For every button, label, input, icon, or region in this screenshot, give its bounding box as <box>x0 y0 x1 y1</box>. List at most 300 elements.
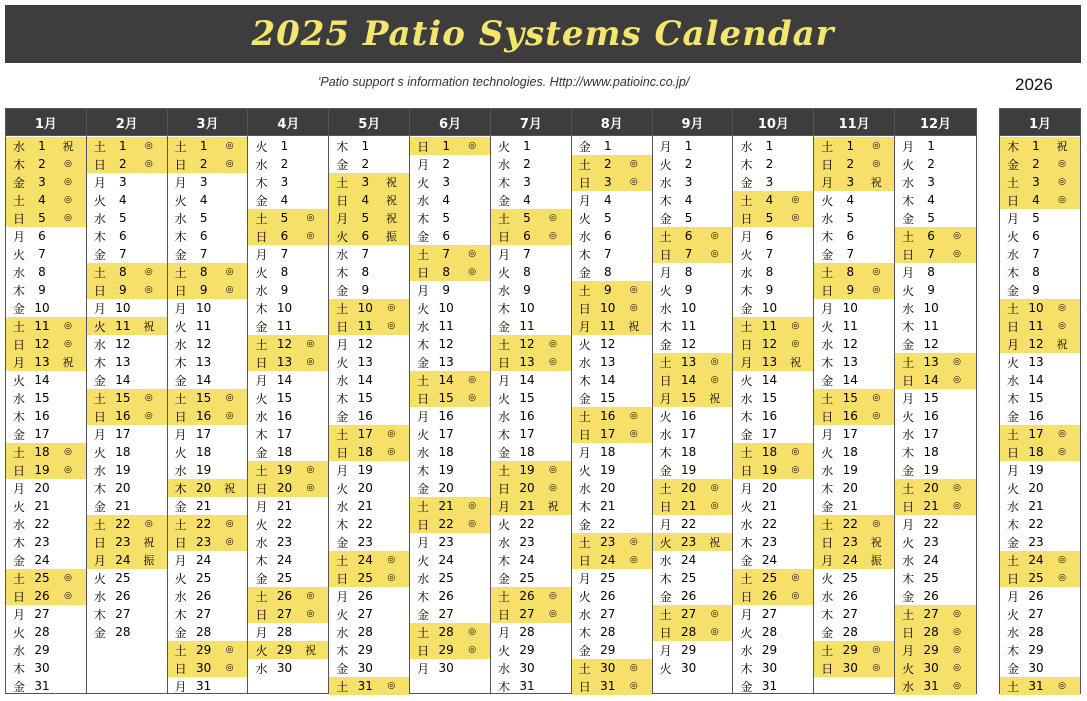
day-row <box>814 497 894 515</box>
day-row <box>1000 461 1080 479</box>
day-number: 10 <box>1028 301 1044 315</box>
holiday-row <box>653 245 733 263</box>
day-number: 3 <box>927 175 935 189</box>
day-number: 10 <box>34 301 50 315</box>
company-holiday-mark: ◎ <box>387 429 396 439</box>
company-holiday-mark: ◎ <box>953 645 962 655</box>
day-row <box>895 335 976 353</box>
weekday-label: 月 <box>578 445 591 460</box>
day-number: 2 <box>603 157 612 171</box>
weekday-label: 火 <box>902 535 915 550</box>
day-row <box>653 173 733 191</box>
company-holiday-mark: ◎ <box>306 465 315 475</box>
weekday-label: 日 <box>1006 319 1019 334</box>
day-number: 8 <box>523 265 531 279</box>
holiday-row <box>248 227 328 245</box>
holiday-row <box>653 533 733 551</box>
weekday-label: 日 <box>12 337 25 352</box>
company-holiday-mark: ◎ <box>953 375 962 385</box>
day-number: 23 <box>923 535 939 549</box>
month-column <box>329 109 410 693</box>
month-header: 10月 <box>733 109 813 136</box>
day-number: 13 <box>196 355 212 369</box>
holiday-row <box>814 155 894 173</box>
holiday-row <box>895 623 976 641</box>
month-column <box>1000 109 1080 693</box>
weekday-label: 月 <box>174 679 187 694</box>
day-number: 17 <box>357 427 373 441</box>
day-number: 25 <box>276 571 293 585</box>
holiday-row <box>653 623 733 641</box>
day-number: 30 <box>600 661 616 675</box>
day-row <box>248 623 328 641</box>
day-row <box>572 137 652 155</box>
company-holiday-mark: ◎ <box>629 159 638 169</box>
weekday-label: 月 <box>902 265 915 280</box>
weekday-label: 水 <box>174 211 187 226</box>
day-number: 22 <box>438 517 454 531</box>
year-calendar-grid <box>5 108 977 694</box>
month-header: 12月 <box>895 109 976 136</box>
month-column <box>653 109 734 693</box>
weekday-label: 日 <box>12 463 25 478</box>
day-number: 23 <box>1028 535 1044 549</box>
weekday-label: 土 <box>1006 679 1019 694</box>
weekday-label: 火 <box>336 607 349 622</box>
weekday-label: 月 <box>1006 211 1019 226</box>
day-number: 21 <box>438 499 454 513</box>
holiday-row <box>572 551 652 569</box>
day-row <box>491 173 571 191</box>
day-number: 2 <box>38 157 46 171</box>
holiday-row <box>491 479 571 497</box>
weekday-label: 火 <box>902 157 915 172</box>
holiday-row <box>1000 173 1080 191</box>
holiday-row <box>168 407 248 425</box>
weekday-label: 火 <box>740 625 753 640</box>
holiday-row <box>6 569 86 587</box>
weekday-label: 月 <box>174 553 187 568</box>
day-row <box>248 263 328 281</box>
weekday-label: 金 <box>497 193 510 208</box>
day-row <box>6 659 86 677</box>
weekday-label: 日 <box>1006 445 1019 460</box>
month-header: 5月 <box>329 109 409 136</box>
company-holiday-mark: ◎ <box>872 393 881 403</box>
month-column <box>572 109 653 693</box>
holiday-row <box>491 353 571 371</box>
day-number: 29 <box>680 643 697 657</box>
weekday-label: 月 <box>336 337 349 352</box>
day-number: 12 <box>357 337 373 351</box>
company-holiday-mark: ◎ <box>710 375 719 385</box>
weekday-label: 土 <box>902 229 915 244</box>
day-number: 22 <box>115 517 131 531</box>
day-number: 17 <box>519 427 535 441</box>
weekday-label: 木 <box>497 553 510 568</box>
holiday-row <box>6 461 86 479</box>
day-number: 5 <box>442 211 450 225</box>
day-row <box>168 353 248 371</box>
day-row <box>410 443 490 461</box>
day-row <box>733 659 813 677</box>
day-row <box>895 281 976 299</box>
holiday-row <box>572 533 652 551</box>
day-row <box>329 605 409 623</box>
day-row <box>410 155 490 173</box>
day-number: 6 <box>927 229 935 243</box>
day-number: 9 <box>765 283 774 297</box>
weekday-label: 水 <box>255 661 268 676</box>
weekday-label: 土 <box>255 589 268 604</box>
weekday-label: 月 <box>740 355 753 370</box>
day-number: 30 <box>761 661 778 675</box>
day-row <box>87 335 167 353</box>
holiday-row <box>814 137 894 155</box>
day-number: 24 <box>761 553 778 567</box>
weekday-label: 土 <box>255 463 268 478</box>
weekday-label: 日 <box>659 499 672 514</box>
month-header: 7月 <box>491 109 571 136</box>
weekday-label: 日 <box>336 571 349 586</box>
day-number: 5 <box>280 211 289 225</box>
day-row <box>87 497 167 515</box>
day-number: 15 <box>600 391 616 405</box>
day-row <box>491 677 571 695</box>
weekday-label: 土 <box>1006 427 1019 442</box>
company-holiday-mark: ◎ <box>1058 159 1066 169</box>
weekday-label: 水 <box>93 211 106 226</box>
weekday-label: 土 <box>578 661 591 676</box>
day-row <box>329 263 409 281</box>
weekday-label: 日 <box>174 535 187 550</box>
weekday-label: 日 <box>12 589 25 604</box>
weekday-label: 月 <box>174 427 187 442</box>
day-row <box>329 497 409 515</box>
day-row <box>168 371 248 389</box>
day-number: 9 <box>119 283 127 297</box>
company-holiday-mark: ◎ <box>953 609 962 619</box>
weekday-label: 月 <box>578 571 591 586</box>
day-row <box>814 335 894 353</box>
day-number: 8 <box>1032 265 1040 279</box>
month-column <box>410 109 491 693</box>
day-row <box>733 605 813 623</box>
company-holiday-mark: ◎ <box>629 411 638 421</box>
day-row <box>329 659 409 677</box>
day-row <box>248 137 328 155</box>
company-holiday-mark: ◎ <box>225 393 234 403</box>
weekday-label: 金 <box>336 409 349 424</box>
day-number: 5 <box>846 211 855 225</box>
day-number: 6 <box>119 229 127 243</box>
weekday-label: 土 <box>12 319 25 334</box>
weekday-label: 土 <box>902 355 915 370</box>
national-holiday-mark: 祝 <box>224 482 236 495</box>
day-number: 22 <box>196 517 212 531</box>
day-row <box>410 209 490 227</box>
company-holiday-mark: ◎ <box>144 267 153 277</box>
day-list <box>491 136 571 695</box>
weekday-label: 水 <box>12 643 25 658</box>
day-number: 27 <box>357 607 373 621</box>
day-number: 31 <box>196 679 212 693</box>
day-number: 18 <box>115 445 131 459</box>
day-number: 24 <box>600 553 616 567</box>
day-number: 14 <box>842 373 858 387</box>
weekday-label: 日 <box>417 643 430 658</box>
weekday-label: 日 <box>93 535 106 550</box>
weekday-label: 木 <box>174 355 187 370</box>
weekday-label: 土 <box>417 499 430 514</box>
day-number: 24 <box>923 553 939 567</box>
weekday-label: 火 <box>578 463 591 478</box>
weekday-label: 金 <box>174 247 187 262</box>
day-number: 15 <box>842 391 858 405</box>
holiday-row <box>410 137 490 155</box>
day-number: 5 <box>199 211 208 225</box>
day-number: 25 <box>842 571 858 585</box>
weekday-label: 木 <box>740 661 753 676</box>
weekday-label: 日 <box>336 445 349 460</box>
weekday-label: 金 <box>1006 661 1019 676</box>
holiday-row <box>814 659 894 677</box>
day-row <box>410 335 490 353</box>
weekday-label: 月 <box>497 247 510 262</box>
month-header: 3月 <box>168 109 248 136</box>
holiday-row <box>6 587 86 605</box>
company-holiday-mark: ◎ <box>953 501 962 511</box>
day-number: 28 <box>196 625 212 639</box>
day-number: 9 <box>280 283 289 297</box>
day-number: 16 <box>1028 409 1044 423</box>
weekday-label: 水 <box>659 301 672 316</box>
holiday-row <box>329 443 409 461</box>
company-holiday-mark: ◎ <box>64 321 72 331</box>
holiday-row <box>814 281 894 299</box>
day-list <box>733 136 813 695</box>
day-row <box>1000 245 1080 263</box>
weekday-label: 火 <box>659 661 672 676</box>
day-row <box>410 353 490 371</box>
weekday-label: 木 <box>740 535 753 550</box>
company-holiday-mark: ◎ <box>791 591 800 601</box>
weekday-label: 金 <box>174 625 187 640</box>
day-row <box>491 191 571 209</box>
holiday-row <box>491 209 571 227</box>
day-number: 6 <box>280 229 289 243</box>
weekday-label: 日 <box>659 373 672 388</box>
day-number: 24 <box>680 553 697 567</box>
day-number: 4 <box>846 193 855 207</box>
day-number: 30 <box>680 661 697 675</box>
day-number: 10 <box>600 301 616 315</box>
day-number: 20 <box>438 481 454 495</box>
day-number: 25 <box>438 571 454 585</box>
day-row <box>895 389 976 407</box>
day-number: 27 <box>842 607 858 621</box>
day-number: 17 <box>842 427 858 441</box>
day-number: 19 <box>276 463 293 477</box>
day-number: 8 <box>927 265 935 279</box>
holiday-row <box>410 389 490 407</box>
day-number: 30 <box>276 661 293 675</box>
weekday-label: 火 <box>578 211 591 226</box>
month-header: 6月 <box>410 109 490 136</box>
weekday-label: 火 <box>821 319 834 334</box>
day-number: 1 <box>38 139 46 153</box>
national-holiday-mark: 振 <box>870 554 882 567</box>
weekday-label: 火 <box>174 193 187 208</box>
weekday-label: 日 <box>93 283 106 298</box>
weekday-label: 火 <box>740 373 753 388</box>
weekday-label: 水 <box>659 175 672 190</box>
holiday-row <box>248 461 328 479</box>
day-number: 2 <box>119 157 127 171</box>
national-holiday-mark: 祝 <box>143 320 155 333</box>
day-number: 8 <box>442 265 450 279</box>
month-column <box>814 109 895 693</box>
day-number: 28 <box>34 625 50 639</box>
day-row <box>6 677 86 695</box>
weekday-label: 火 <box>497 391 510 406</box>
day-number: 7 <box>280 247 289 261</box>
company-holiday-mark: ◎ <box>549 357 557 367</box>
weekday-label: 土 <box>12 193 25 208</box>
day-number: 28 <box>1028 625 1044 639</box>
weekday-label: 土 <box>821 391 834 406</box>
weekday-label: 火 <box>93 193 106 208</box>
day-number: 6 <box>1032 229 1040 243</box>
day-row <box>6 281 86 299</box>
weekday-label: 木 <box>902 445 915 460</box>
day-row <box>814 191 894 209</box>
weekday-label: 火 <box>336 229 349 244</box>
company-holiday-mark: ◎ <box>872 267 881 277</box>
day-number: 6 <box>523 229 531 243</box>
company-holiday-mark: ◎ <box>306 591 315 601</box>
company-holiday-mark: ◎ <box>953 357 962 367</box>
day-row <box>168 245 248 263</box>
weekday-label: 木 <box>902 571 915 586</box>
day-row <box>572 353 652 371</box>
day-number: 4 <box>603 193 612 207</box>
weekday-label: 木 <box>1006 139 1019 154</box>
weekday-label: 水 <box>821 337 834 352</box>
weekday-label: 火 <box>12 373 25 388</box>
weekday-label: 火 <box>1006 355 1019 370</box>
day-number: 18 <box>276 445 293 459</box>
day-row <box>329 533 409 551</box>
weekday-label: 水 <box>578 355 591 370</box>
day-row <box>733 533 813 551</box>
day-row <box>1000 479 1080 497</box>
day-row <box>733 389 813 407</box>
day-number: 9 <box>38 283 46 297</box>
day-row <box>895 515 976 533</box>
month-column <box>168 109 249 693</box>
day-number: 8 <box>603 265 612 279</box>
weekday-label: 日 <box>578 679 591 694</box>
weekday-label: 月 <box>659 265 672 280</box>
day-number: 19 <box>1028 463 1044 477</box>
weekday-label: 土 <box>497 337 510 352</box>
weekday-label: 木 <box>12 409 25 424</box>
weekday-label: 火 <box>1006 481 1019 496</box>
weekday-label: 木 <box>821 229 834 244</box>
day-row <box>572 461 652 479</box>
weekday-label: 木 <box>174 481 187 496</box>
day-number: 31 <box>519 679 535 693</box>
day-number: 9 <box>1032 283 1040 297</box>
weekday-label: 火 <box>659 283 672 298</box>
day-number: 14 <box>1028 373 1044 387</box>
day-row <box>1000 407 1080 425</box>
day-row <box>410 461 490 479</box>
company-holiday-mark: ◎ <box>791 573 800 583</box>
national-holiday-mark: 振 <box>385 230 397 243</box>
day-number: 20 <box>196 481 212 495</box>
holiday-row <box>168 281 248 299</box>
holiday-row <box>6 443 86 461</box>
day-number: 22 <box>680 517 697 531</box>
day-row <box>491 371 571 389</box>
day-row <box>248 173 328 191</box>
weekday-label: 火 <box>902 283 915 298</box>
company-holiday-mark: ◎ <box>549 231 557 241</box>
weekday-label: 水 <box>821 211 834 226</box>
weekday-label: 金 <box>255 319 268 334</box>
day-number: 9 <box>846 283 855 297</box>
day-number: 4 <box>1032 193 1040 207</box>
day-row <box>733 173 813 191</box>
day-row <box>895 407 976 425</box>
weekday-label: 水 <box>93 463 106 478</box>
day-row <box>329 623 409 641</box>
day-number: 15 <box>34 391 50 405</box>
day-row <box>6 641 86 659</box>
day-number: 21 <box>276 499 293 513</box>
day-row <box>653 299 733 317</box>
weekday-label: 日 <box>659 247 672 262</box>
month-header: 1月 <box>1000 109 1080 136</box>
weekday-label: 日 <box>1006 193 1019 208</box>
day-number: 18 <box>519 445 535 459</box>
day-row <box>87 191 167 209</box>
weekday-label: 木 <box>336 643 349 658</box>
holiday-row <box>329 551 409 569</box>
weekday-label: 日 <box>12 211 25 226</box>
day-row <box>87 299 167 317</box>
weekday-label: 月 <box>497 625 510 640</box>
weekday-label: 月 <box>497 373 510 388</box>
weekday-label: 日 <box>93 157 106 172</box>
weekday-label: 木 <box>1006 391 1019 406</box>
weekday-label: 日 <box>417 265 430 280</box>
day-number: 1 <box>603 139 612 153</box>
day-number: 29 <box>1028 643 1044 657</box>
day-row <box>491 317 571 335</box>
weekday-label: 月 <box>93 427 106 442</box>
day-row <box>87 461 167 479</box>
national-holiday-mark: 振 <box>143 554 155 567</box>
day-row <box>814 299 894 317</box>
weekday-label: 木 <box>821 607 834 622</box>
day-number: 18 <box>680 445 697 459</box>
holiday-row <box>168 515 248 533</box>
day-number: 11 <box>276 319 293 333</box>
day-number: 31 <box>1028 679 1044 693</box>
